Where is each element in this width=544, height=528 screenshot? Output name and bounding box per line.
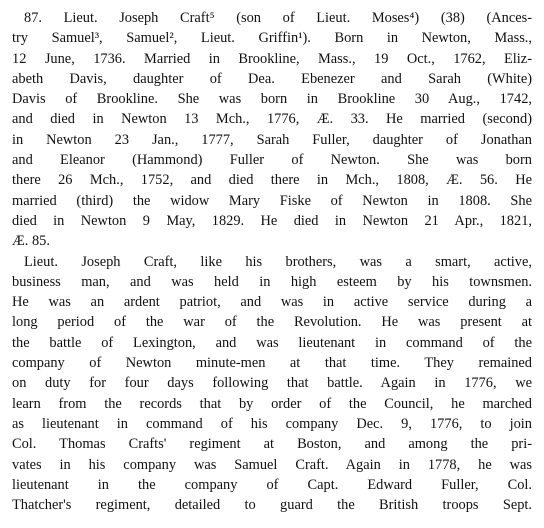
text-line: Thatcher's regiment, detailed to guard the British troops Sept. [12, 497, 532, 514]
text-line: abeth Davis, daughter of Dea. Ebenezer and Sarah (White) [12, 70, 532, 87]
text-line: there 26 Mch., 1752, and died there in Mch., 1808, Æ. 56. He [12, 172, 532, 189]
text-line: and died in Newton 13 Mch., 1776, Æ. 33. He married (second) [12, 111, 532, 128]
text-line: died in Newton 9 May, 1829. He died in Newton 21 Apr., 1821, [12, 212, 532, 229]
text-line: Col. Thomas Crafts' regiment at Boston, and among the pri- [12, 436, 532, 453]
text-line: as lieutenant in command of his company Dec. 9, 1776, to join [12, 415, 532, 432]
text-line: on duty for four days following that battle. Again in 1776, we [12, 375, 532, 392]
text-line: long period of the war of the Revolution. He was present at [12, 314, 532, 331]
paragraph-biography [12, 252, 532, 516]
text-line: 87. Lieut. Joseph Craft⁵ (son of Lieut. Moses⁴) (38) (Ances- [24, 10, 532, 26]
text-line: learn from the records that by order of the Council, he marched [12, 395, 532, 412]
text-line: in Newton 23 Jan., 1777, Sarah Fuller, daughter of Jonathan [12, 131, 532, 148]
paragraph-genealogy-entry [12, 8, 532, 252]
text-line: Davis of Brookline. She was born in Brookline 30 Aug., 1742, [12, 91, 532, 108]
text-line: company of Newton minute-men at that time. They remained [12, 355, 532, 372]
text-line: try Samuel³, Samuel², Lieut. Griffin¹). Born in Newton, Mass., [12, 30, 532, 47]
text-line: Æ. 85. [12, 233, 50, 250]
text-line: lieutenant in the company of Capt. Edward Fuller, Col. [12, 476, 532, 493]
text-line: He was an ardent patriot, and was in active service during a [12, 294, 532, 311]
text-line: vates in his company was Samuel Craft. Again in 1778, he was [12, 456, 532, 473]
text-line: 12 June, 1736. Married in Brookline, Mass., 19 Oct., 1762, Eliz- [12, 50, 532, 67]
text-line: business man, and was held in high esteem by his townsmen. [12, 273, 532, 290]
text-line: married (third) the widow Mary Fiske of Newton in 1808. She [12, 192, 532, 209]
text-line: Lieut. Joseph Craft, like his brothers, was a smart, active, [24, 253, 532, 270]
text-line: and Eleanor (Hammond) Fuller of Newton. She was born [12, 152, 532, 169]
text-line: the battle of Lexington, and was lieutenant in command of the [12, 334, 532, 351]
